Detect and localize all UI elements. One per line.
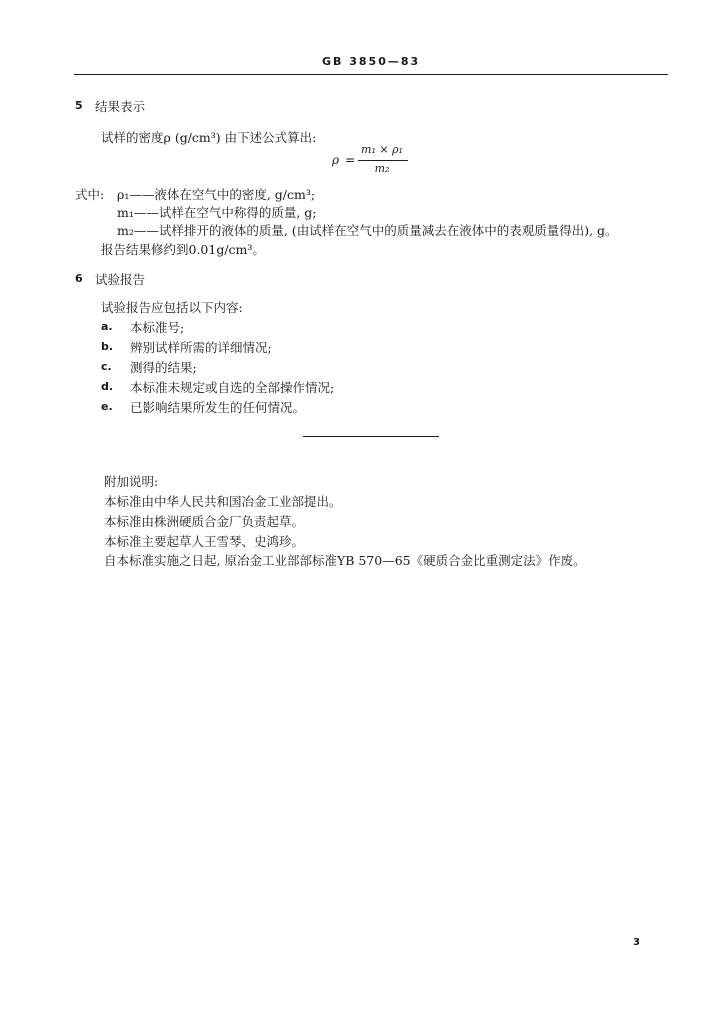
list-item: 本标准号; [130,320,185,335]
formula-lhs: ρ [332,153,340,167]
notes-line-4: 自本标准实施之日起, 原冶金工业部部标准YB 570—65《硬质合金比重测定法》作废。 [104,553,586,568]
list-item-letter: b. [101,340,114,353]
notes-title: 附加说明: [104,474,159,489]
definition-rho1: ρ₁——液体在空气中的密度, g/cm³; [117,187,316,202]
formula-equals: = [345,153,356,167]
list-item-letter: c. [101,360,112,373]
page-number: 3 [633,937,640,948]
header-rule [74,74,668,75]
notes-line-1: 本标准由中华人民共和国冶金工业部提出。 [104,494,342,509]
notes-line-2: 本标准由株洲硬质合金厂负责起草。 [104,514,305,529]
definition-m2: m₂——试样排开的液体的质量, (由试样在空气中的质量减去在液体中的表观质量得出), g。 [117,223,618,238]
formula-numerator: m₁ × ρ₁ [361,143,403,156]
definition-m1: m₁——试样在空气中称得的质量, g; [117,205,317,220]
end-of-text-rule [303,436,439,437]
list-item: 本标准未规定或自选的全部操作情况; [130,380,335,395]
standard-code-header: GB 3850—83 [322,55,421,68]
section-6-intro: 试验报告应包括以下内容: [101,300,243,315]
section-6-number: 6 [75,272,83,285]
section-5-number: 5 [75,99,83,112]
rounding-note: 报告结果修约到0.01g/cm³。 [101,242,265,257]
notes-line-3: 本标准主要起草人王雪琴、史鸿珍。 [104,534,305,549]
list-item: 辨别试样所需的详细情况; [130,340,272,355]
list-item: 已影响结果所发生的任何情况。 [130,400,306,415]
section-5-intro: 试样的密度ρ (g/cm³) 由下述公式算出: [101,130,317,145]
formula-denominator: m₂ [374,162,390,175]
where-label: 式中: [75,187,105,202]
section-5-title: 结果表示 [95,99,146,114]
list-item-letter: e. [101,400,113,413]
list-item-letter: d. [101,380,114,393]
list-item: 测得的结果; [130,360,197,375]
formula-fraction-line [358,160,408,161]
section-6-title: 试验报告 [95,272,146,287]
list-item-letter: a. [101,320,113,333]
